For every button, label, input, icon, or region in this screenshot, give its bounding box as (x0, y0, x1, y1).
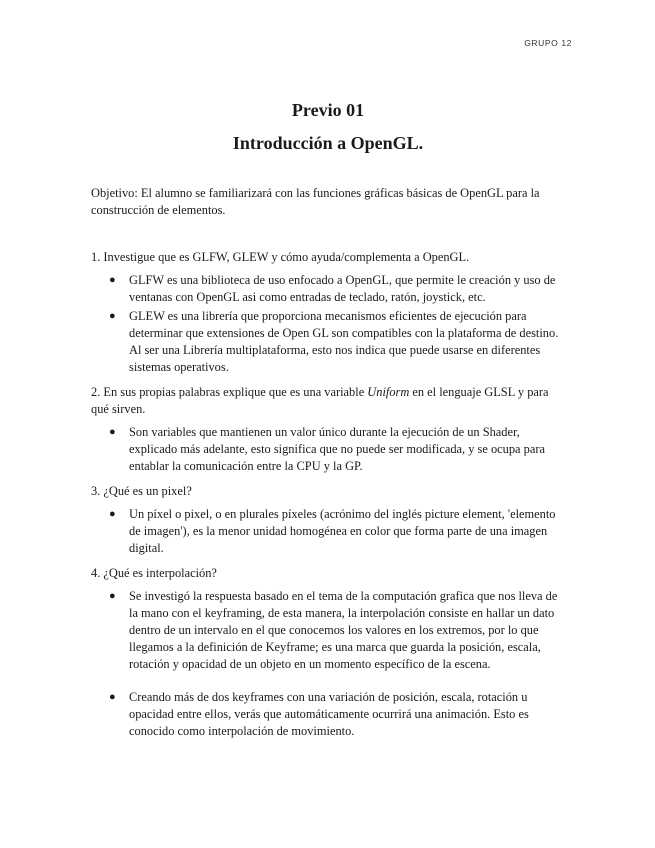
answer-list-4 (91, 588, 565, 740)
bullet-icon: ● (109, 426, 116, 438)
question-text: en el lenguaje GLSL y para qué sirven. (91, 385, 549, 416)
answer-text: Son variables que mantienen un valor único durante la ejecución de un Shader, explicado más adelante, esto significa que no puede ser modificada, y se ocupa para entablar la comunicación entre la CPU y la GP. (129, 425, 545, 473)
answer-list-3 (91, 506, 565, 557)
list-item (109, 506, 565, 557)
answer-text: Se investigó la respuesta basado en el tema de la computación grafica que nos lleva de la mano con el keyframing, de esta manera, la interpolación consiste en hallar un dato dentro de un intervalo en el que conocemos los valores en los extremos, por lo que llegamos a la definición de Keyframe; es una marca que guarda la posición, escala, rotación y opacidad de un objeto en un momento específico de la escena. (129, 589, 558, 671)
bullet-icon: ● (109, 310, 116, 322)
bullet-icon: ● (109, 590, 116, 602)
bullet-icon: ● (109, 508, 116, 520)
document-body (91, 98, 565, 742)
question-italic-term: Uniform (367, 385, 410, 399)
page-subtitle: Introducción a OpenGL. (232, 133, 424, 153)
answer-text: GLEW es una librería que proporciona mecanismos eficientes de ejecución para determinar que extensiones de Open GL son compatibles con la plataforma de destino. Al ser una Librería multiplataforma, esto nos indica que puede usarse en diferentes sistemas operativos. (129, 309, 559, 374)
objective-text: Objetivo: El alumno se familiarizará con las funciones gráficas básicas de OpenGL para la construcción de elementos. (91, 186, 540, 217)
group-header: GRUPO 12 (524, 38, 572, 48)
list-item (109, 424, 565, 475)
list-item (109, 588, 565, 673)
answer-text: Un píxel o pixel, o en plurales píxeles (acrónimo del inglés picture element, 'elemento de imagen'), es la menor unidad homogénea en color que forma parte de una imagen digital. (129, 507, 556, 555)
question-3: 3. ¿Qué es un pixel? (91, 484, 192, 498)
answer-list-1 (91, 272, 565, 376)
question-2 (91, 384, 565, 418)
bullet-icon: ● (109, 691, 116, 703)
list-item (109, 308, 565, 376)
answer-text: GLFW es una biblioteca de uso enfocado a OpenGL, que permite le creación y uso de ventanas con OpenGL asi como entradas de teclado, ratón, joystick, etc. (129, 273, 556, 304)
answer-text: Creando más de dos keyframes con una variación de posición, escala, rotación u opacidad entre ellos, verás que automáticamente ocurrirá una animación. Esto es conocido como interpolación de movimiento. (129, 690, 529, 738)
question-4: 4. ¿Qué es interpolación? (91, 566, 217, 580)
question-text: 2. En sus propias palabras explique que es una variable (91, 385, 368, 399)
page-title: Previo 01 (291, 100, 365, 120)
question-1: 1. Investigue que es GLFW, GLEW y cómo ayuda/complementa a OpenGL. (91, 250, 470, 264)
list-item (109, 272, 565, 306)
bullet-icon: ● (109, 274, 116, 286)
list-item (109, 689, 565, 740)
answer-list-2 (91, 424, 565, 475)
